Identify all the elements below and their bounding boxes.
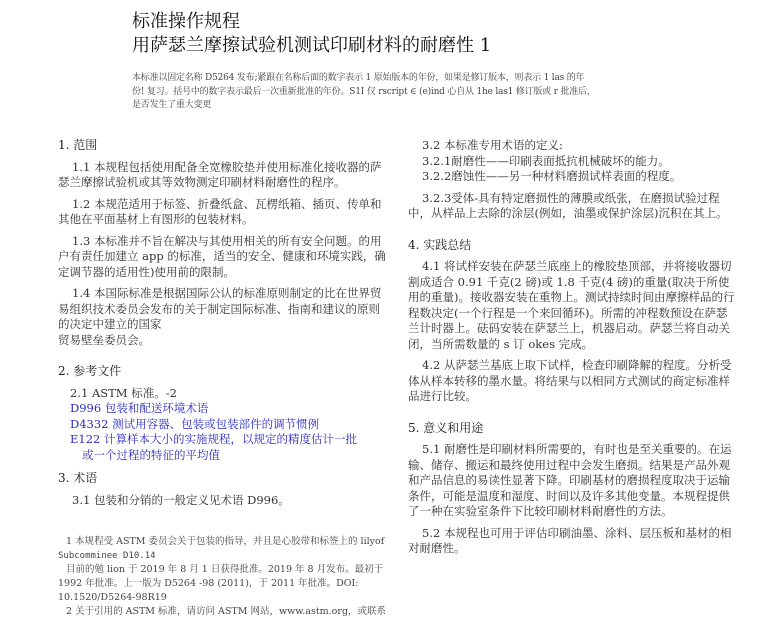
footnote-2: 目前的勉 lion 于 2019 年 8 月 1 日获得批准。2019 年 8 月发布。最初于 1992 年批准。上一版为 D5264 -98 (2011)，于 2011 年批准。DOI: 10.1520/D5264-98R19: [58, 564, 384, 603]
section-5-1: 5.1 耐磨性是印刷材料所需要的，有时也是至关重要的。在运输、储存、搬运和最终使用过程中会发生磨损。结果是产品外观和产品信息的易读性显著下降。印刷基材的磨损程度取决于运输条件，可能是温度和湿度、时间以及许多其他变量。本规程提供了一种在实验室条件下比较印刷材料耐磨性的方法。: [408, 442, 732, 518]
section-4-2: 4.2 从萨瑟兰基底上取下试样，检查印刷降解的程度。分析受体从样本转移的墨水量。将结果与以相同方式测试的商定标准样品进行比较。: [408, 358, 732, 403]
section-1-1: 1.1 本规程包括使用配备全宽橡胶垫并使用标准化接收器的萨瑟兰摩擦试验机或其等效物测定印刷材料耐磨性的程序。: [58, 159, 382, 189]
reference-link-d4332[interactable]: D4332 测试用容器、包装或包装部件的调节惯例: [70, 416, 320, 431]
section-2-heading: 2. 参考文件: [58, 364, 122, 378]
intro-line-1: 本标准以固定名称 D5264 发布;紧跟在名称后面的数字表示 1 原始版本的年份，如果是修订版本，则表示 1 las 的年: [132, 73, 585, 83]
reference-link-d996[interactable]: D996 包装和配送环境术语: [70, 401, 209, 415]
intro-line-2: 份! 复习。括号中的数字表示最后一次重新批准的年份。S1I 仅 rscript ∈ (e)ind 心自从 1he las1 修订版或 r 批准后，: [132, 86, 596, 97]
reference-link-e122-cont[interactable]: 或一个过程的特征的平均值: [82, 447, 220, 462]
section-5-2: 5.2 本规程也可用于评估印刷油墨、涂料、层压板和基材的相对耐磨性。: [408, 525, 732, 555]
reference-link-e122[interactable]: E122 计算样本大小的实施规程，以规定的精度估计一批: [70, 432, 357, 446]
reference-list: [58, 386, 388, 464]
reference-intro: 2.1 ASTM 标准。-2: [70, 385, 177, 400]
document-title: [132, 10, 491, 58]
footnote-3: 2 关于引用的 ASTM 标准，请访问 ASTM 网站，www.astm.org，或联系: [66, 606, 387, 617]
section-3-2-3: 3.2.3受体-具有特定磨损性的薄膜或纸张，在磨损试验过程中，从样品上去除的涂层(例如，油墨或保护涂层)沉积在其上。: [408, 190, 728, 220]
intro-line-3: 是否发生了重大变更: [132, 100, 212, 110]
footnote-1: 1 本规程受 ASTM 委员会关于包装的指导，并且是心胶带和标签上的 lilyof: [66, 536, 385, 547]
section-3-2-2: 3.2.2磨蚀性——另一种材料磨损试样表面的程度。: [422, 169, 682, 183]
section-1-4-cont: 贸易壁垒委员会。: [58, 332, 150, 347]
section-3-1: 3.1 包装和分销的一般定义见术语 D996。: [72, 492, 290, 507]
section-1-heading: 1. 范围: [58, 138, 98, 152]
section-3-2-heading: 3.2 本标准专用术语的定义:: [422, 138, 563, 152]
title-line-2: 用萨瑟兰摩擦试验机测试印刷材料的耐磨性 1: [132, 35, 492, 56]
section-1-2: 1.2 本规范适用于标签、折叠纸盒、瓦楞纸箱、插页、传单和其他在平面基材上有图形的包装材料。: [58, 196, 382, 226]
title-line-1: 标准操作规程: [132, 11, 240, 32]
footnote-1-cont: Subcomminee D10.14: [58, 551, 156, 561]
right-column: [408, 138, 738, 563]
section-4-1: 4.1 将试样安装在萨瑟兰底座上的橡胶垫顶部，并将接收器切割成适合 0.91 千克(2 磅)或 1.8 千克(4 磅)的重量(取决于所使用的重量)。接收器安装在重物上。测试持续时间由摩擦样品的行程数决定(一个行程是一个来回循环)。所需的冲程数预设在萨瑟兰计时器上。砝码安装在萨瑟兰上，机器启动。萨瑟兰将自动关闭，当所需数量的 s 订 okes 完成。: [408, 259, 735, 351]
footnotes: [58, 535, 393, 619]
left-column: [58, 138, 388, 514]
section-3-heading: 3. 术语: [58, 471, 98, 485]
section-4-heading: 4. 实践总结: [408, 237, 472, 252]
section-3-2-1: 3.2.1耐磨性——印刷表面抵抗机械破坏的能力。: [422, 153, 670, 168]
section-1-4: 1.4 本国际标准是根据国际公认的标准原则制定的比在世界贸易组织技术委员会发布的关于制定国际标准、指南和建议的原则的决定中建立的国家: [58, 286, 382, 331]
section-1-3: 1.3 本标准并不旨在解决与其使用相关的所有安全问题。的用户有责任加建立 app 的标准，适当的安全、健康和环境实践，确定调节器的适用性)使用前的限制。: [58, 233, 386, 279]
section-5-heading: 5. 意义和用途: [408, 420, 484, 435]
intro-note: [132, 72, 672, 113]
